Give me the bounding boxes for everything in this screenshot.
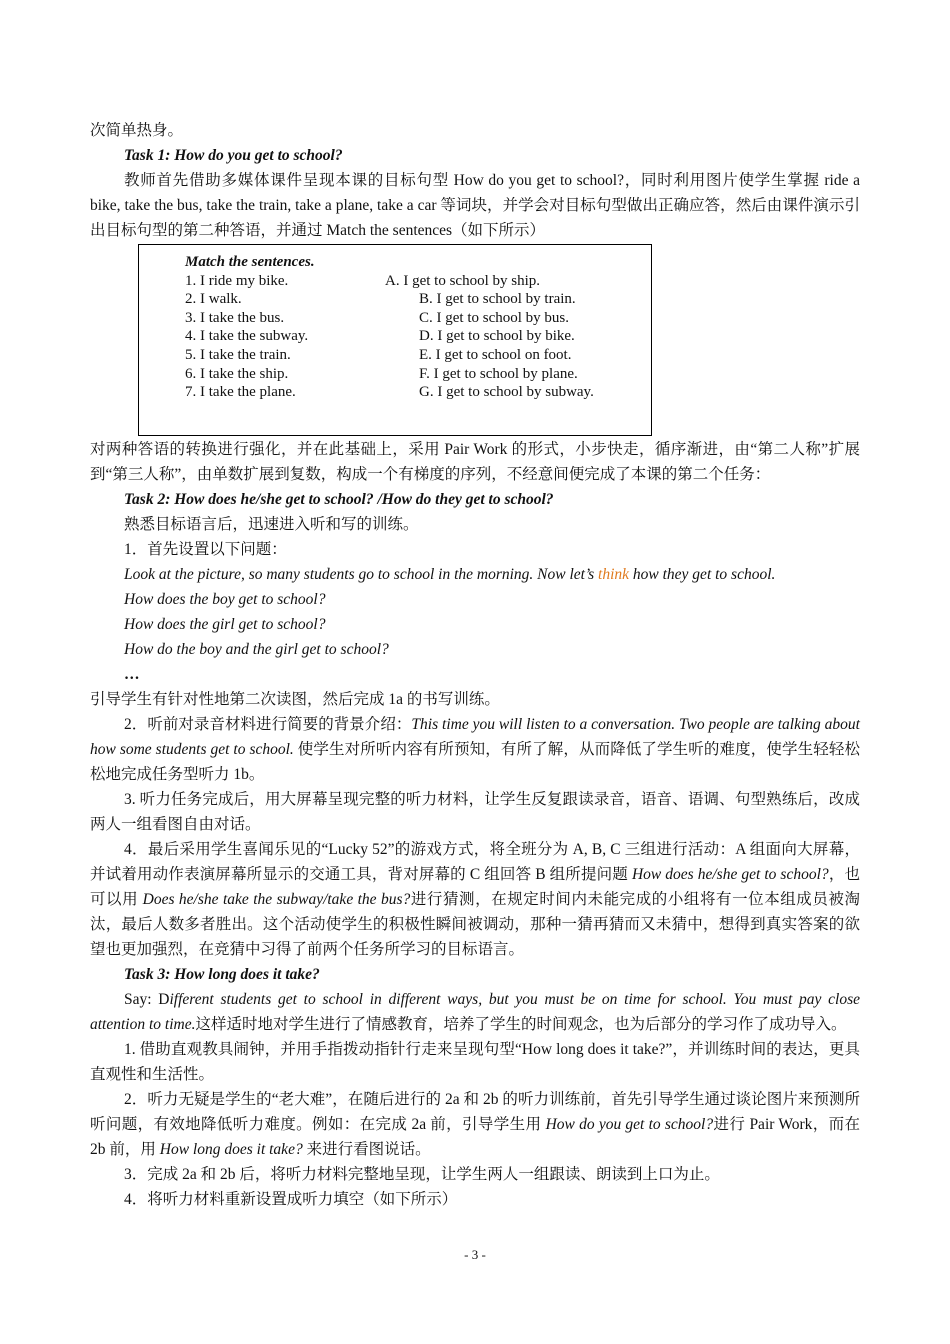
english-quote: Does he/she take the subway/take the bus?: [142, 891, 411, 908]
match-right: F. I get to school by plane.: [419, 365, 578, 382]
match-row: [185, 272, 594, 291]
paragraph: [90, 837, 860, 962]
paragraph-text: 这样适时地对学生进行了情感教育，培养了学生的时间观念，也为后部分的学习作了成功导入。: [195, 1016, 847, 1033]
match-title: Match the sentences.: [185, 254, 315, 270]
paragraph-text: 2．听力无疑是学生的“老大难”，在随后进行的 2a 和 2b 的听力训练前，首先引导学生通过谈论图片来预测所听问题，有效地降低听力难度。例如：在完成 2a 前，引导学生用: [90, 1091, 860, 1133]
paragraph: 引导学生有针对性地第二次读图，然后完成 1a 的书写训练。: [90, 691, 500, 708]
match-left: 4. I take the subway.: [185, 328, 309, 345]
paragraph-text: 使学生对所听内容有所预知，有所了解，从而降低了学生听的难度，使学生轻轻松松地完成任务型听力 1b。: [90, 741, 860, 783]
match-right: G. I get to school by subway.: [419, 384, 594, 401]
match-right: D. I get to school by bike.: [419, 328, 575, 345]
match-row: [185, 346, 594, 365]
english-quote: This time you will listen to a conversation. Two people are talking about how some students get to school.: [90, 716, 860, 758]
body-text: [90, 118, 860, 1212]
paragraph: 1．首先设置以下问题：: [124, 541, 287, 558]
paragraph-text: 进行猜测，在规定时间内未能完成的小组将有一位本组成员被淘汰，最后人数多者胜出。这个活动使学生的积极性瞬间被调动，那种一猜再猜而又未猜中，想得到真实答案的欲望也更加强烈，在竞猜中习得了前两个任务所学习的目标语言。: [90, 891, 860, 958]
match-left: 1. I ride my bike.: [185, 272, 289, 289]
match-row: [185, 383, 594, 402]
question-text: Look at the picture, so many students go to school in the morning. Now let’s: [124, 566, 599, 583]
english-quote: ifferent students get to school in different ways, but you must be on time for school. You must pay close attention to time.: [90, 991, 860, 1033]
paragraph-text: ，也可以用: [90, 866, 860, 908]
paragraph: 熟悉目标语言后，迅速进入听和写的训练。: [124, 516, 419, 533]
match-left: 6. I take the ship.: [185, 365, 289, 382]
paragraph: 对两种答语的转换进行强化，并在此基础上，采用 Pair Work 的形式，小步快走，循序渐进，由“第二人称”扩展到“第三人称”，由单数扩展到复数，构成一个有梯度的序列，不经意间便完成了本课的第二个任务：: [90, 441, 860, 483]
paragraph: 4．将听力材料重新设置成听力填空（如下所示）: [124, 1191, 458, 1208]
task-1-heading: Task 1: How do you get to school?: [124, 147, 343, 164]
english-quote: How does he/she get to school?: [631, 866, 829, 883]
question-line: [90, 562, 860, 587]
english-quote: How long does it take?: [159, 1141, 303, 1158]
question-text: how they get to school.: [629, 566, 776, 583]
match-left: 3. I take the bus.: [185, 309, 285, 326]
task-3-heading: Task 3: How long does it take?: [124, 966, 320, 983]
paragraph: 次简单热身。: [90, 122, 184, 139]
paragraph-text: 4．最后采用学生喜闻乐见的“Lucky 52”的游戏方式，将全班分为 A, B, C 三组进行活动：A 组面向大屏幕，并试着用动作表演屏幕所显示的交通工具，背对屏幕的 C 组回答 B 组所提问题: [90, 841, 860, 883]
paragraph: [90, 712, 860, 787]
paragraph: 1. 借助直观教具闹钟，并用手指拨动指针行走来呈现句型“How long does it take?”，并训练时间的表达，更具直观性和生活性。: [90, 1041, 860, 1083]
paragraph: 3. 听力任务完成后，用大屏幕呈现完整的听力材料，让学生反复跟读录音，语音、语调、句型熟练后，改成两人一组看图自由对话。: [90, 791, 860, 833]
match-row: [185, 365, 594, 384]
match-right: A. I get to school by ship.: [385, 272, 540, 289]
paragraph-text: 来进行看图说话。: [302, 1141, 431, 1158]
task-2-heading: Task 2: How does he/she get to school? /How do they get to school?: [124, 491, 554, 508]
page-number: - 3 -: [464, 1247, 486, 1262]
paragraph-text: Say: D: [124, 991, 170, 1008]
english-quote: How do you get to school?: [545, 1116, 714, 1133]
match-right: E. I get to school on foot.: [419, 346, 572, 363]
match-left: 7. I take the plane.: [185, 384, 296, 401]
question-line: How does the girl get to school?: [124, 616, 326, 633]
highlighted-word: think: [598, 566, 630, 583]
match-left: 2. I walk.: [185, 291, 242, 308]
match-right: C. I get to school by bus.: [419, 309, 569, 326]
ellipsis: …: [124, 666, 140, 683]
paragraph-text: 进行 Pair Work，而在 2b 前，用: [90, 1116, 860, 1158]
match-sentences-box: [138, 244, 652, 436]
question-line: How does the boy get to school?: [124, 591, 326, 608]
question-line: How do the boy and the girl get to school?: [124, 641, 389, 658]
match-right: B. I get to school by train.: [419, 291, 576, 308]
paragraph: [90, 1087, 860, 1162]
paragraph: 3．完成 2a 和 2b 后，将听力材料完整地呈现，让学生两人一组跟读、朗读到上口为止。: [124, 1166, 720, 1183]
match-row: [185, 290, 594, 309]
match-left: 5. I take the train.: [185, 346, 291, 363]
paragraph: 教师首先借助多媒体课件呈现本课的目标句型 How do you get to school?，同时利用图片使学生掌握 ride a bike, take the bus, take the train, take a plane, take a car 等词块，并学会对目标句型做出正确应答，然后由课件演示引出目标句型的第二种答语，并通过 Match the sentences（如下所示）: [90, 172, 860, 239]
paragraph-text: 2．听前对录音材料进行简要的背景介绍：: [124, 716, 412, 733]
paragraph: [90, 987, 860, 1037]
match-row: [185, 327, 594, 346]
match-row: [185, 309, 594, 328]
